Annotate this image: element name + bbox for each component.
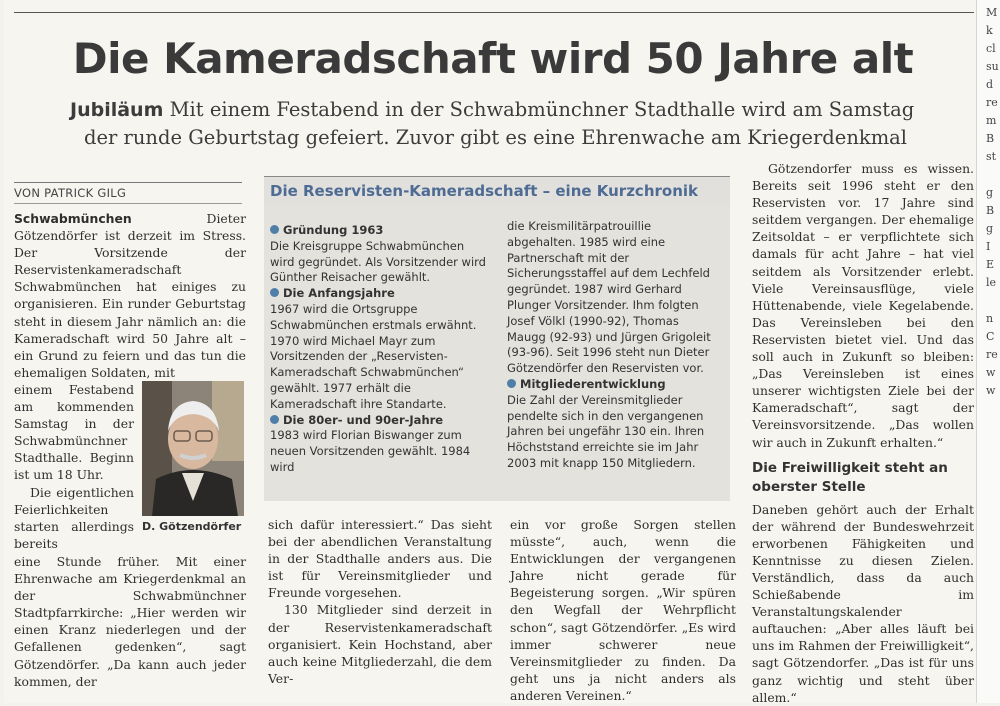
portrait-photo [142, 381, 244, 516]
article-column-1 [14, 210, 246, 381]
chronicle-right-column [507, 219, 721, 472]
chronicle-text: Die Zahl der Vereinsmitglieder pendelte sich in den vergangenen Jahren bei ungefähr 130 ein. Ihren Höchststand erreichte sie im Jahr 2003 mit knapp 150 Mitgliedern. [507, 392, 705, 470]
bullet-icon [270, 288, 279, 297]
subheadline-kicker: Jubiläum [70, 99, 164, 121]
article-column-4 [752, 160, 974, 706]
article-column-2 [268, 516, 492, 687]
bullet-icon [270, 415, 279, 424]
column-1-paragraph-1: Dieter Götzendörfer ist derzeit im Stress. Der Vorsitzende der Reservistenkameradschaft Schwabmünchen hat einiges zu organisieren. Ein runder Geburtstag steht in diesem Jahr nämlich an: die Kameradschaft wird 50 Jahre alt – ein Grund zu feiern und das tun die ehemaligen Soldaten, mit [14, 211, 246, 380]
chronicle-heading: Gründung 1963 [283, 223, 384, 237]
column-4-paragraph-2: Daneben gehört auch der Erhalt der während der Bundeswehrzeit erworbenen Fähigkeiten und Kenntnisse zu diesen Zielen. Verständlich, dass da auch Schießabende im Veranstaltungskalender auftauchen: „Aber alles läuft bei uns im Rahmen der Freiwilligkeit“, sagt Götzendorfer. „Das ist für uns ganz wichtig und steht über allem.“ [752, 501, 974, 705]
chronicle-box [264, 176, 730, 501]
article-column-3 [510, 516, 736, 704]
subheadline [70, 96, 930, 151]
column-1-paragraph-2: Die eigentlichen Feierlichkeiten starten allerdings bereits [14, 484, 134, 551]
chronicle-heading: Die Anfangsjahre [283, 286, 395, 301]
chronicle-text: 1967 wird die Ortsgruppe Schwabmünchen erstmals erwähnt. 1970 wird Michael Mayr zum Vorsitzenden der „Reservisten-Kameradschaft Schwabmünchen“ gewählt. 1977 erhält die Kameradschaft ihre Standarte. [270, 301, 477, 411]
byline: VON PATRICK GILG [14, 182, 242, 204]
chronicle-entry [507, 377, 721, 472]
bullet-icon [270, 225, 279, 234]
subheadline-line-1: Mit einem Festabend in der Schwabmünchner Stadthalle wird am Samstag [169, 98, 915, 121]
adjacent-column-text: M k cl su d re m B st g B g I E le n C re w w [986, 6, 999, 397]
chronicle-box-title: Die Reservisten-Kameradschaft – eine Kurzchronik [264, 177, 730, 205]
column-1-paragraph-2b: eine Stunde früher. Mit einer Ehrenwache am Kriegerdenkmal an der Schwabmünchner Stadtpfarrkirche: „Hier werden wir einen Kranz niederlegen und der Gefallenen gedenken“, sagt Götzendörfer. „Da kann auch jeder kommen, der [14, 554, 246, 689]
chronicle-heading: Mitgliederentwicklung [520, 376, 666, 391]
chronicle-heading: Die 80er- und 90er-Jahre [283, 412, 444, 427]
column-3-paragraph-1: ein vor große Sorgen stellen müsste“, auch, wenn die Entwicklungen der vergangenen Jahre nicht gerade für Begeisterung sorgen. „Wir spüren den Wegfall der Wehrpflicht schon“, sagt Götzendörfer. „Es wird immer schwerer neue Vereinsmitglieder zu finden. Da geht uns ja nicht anders als anderen Vereinen.“ [510, 517, 736, 703]
article-column-1-narrow [14, 381, 134, 552]
column-1-paragraph-1b: einem Festabend am kommenden Samstag in der Schwabmünchner Stadthalle. Beginn ist um 18 Uhr. [14, 382, 134, 483]
portrait-photo-graphic [142, 381, 244, 516]
column-4-paragraph-1: Götzendorfer muss es wissen. Bereits seit 1996 steht er den Reservisten vor. 17 Jahre sind seitdem vergangen. Der ehemalige Zeitsoldat – er verpflichtete sich damals für acht Jahre – hat viel seitdem als Vorsitzender erlebt. Viele Vereinsausflüge, viele Hüttenabende, viele Kegelabende. Das Vereinsleben bei den Reservisten bietet viel. Und das soll auch in Zukunft so bleiben: „Das Vereinsleben ist eines unserer wichtigsten Ziele bei der Kameradschaft“, sagt der Vereinsvorsitzende. „Das wollen wir auch in Zukunft erhalten.“ [752, 161, 974, 450]
subheadline-line-2: der runde Geburtstag gefeiert. Zuvor gibt es eine Ehrenwache am Kriegerdenkmal [84, 126, 908, 149]
chronicle-left-column [270, 223, 492, 476]
column-2-paragraph-1: sich dafür interessiert.“ Das sieht bei der abendlichen Veranstaltung in der Stadthalle anders aus. Die ist für Vereinsmitglieder und Freunde vorgesehen. [268, 517, 492, 601]
chronicle-entry [270, 413, 492, 476]
bullet-icon [507, 379, 516, 388]
chronicle-text: 1983 wird Florian Biswanger zum neuen Vorsitzenden gewählt. 1984 wird [270, 428, 471, 474]
top-rule [14, 12, 974, 13]
headline: Die Kameradschaft wird 50 Jahre alt [72, 34, 914, 83]
chronicle-text: Die Kreisgruppe Schwabmünchen wird gegründet. Als Vorsitzender wird Günther Reisacher gewählt. [270, 238, 486, 285]
chronicle-text: die Kreismilitärpatrouillie abgehalten. 1985 wird eine Partnerschaft mit der Sicherungsstaffel auf dem Lechfeld gegründet. 1987 wird Gerhard Plunger Vorsitzender. Ihm folgten Josef Völkl (1990-92), Thomas Maugg (92-93) und Jürgen Grigoleit (93-96). Seit 1996 steht nun Dieter Götzendörfer den Reservisten vor. [507, 219, 711, 376]
photo-caption: D. Götzendörfer [142, 520, 242, 533]
column-2-paragraph-2: 130 Mitglieder sind derzeit in der Reservistenkameradschaft organisiert. Kein Hochstand, aber auch keine Mitgliederzahl, die dem Ver- [268, 602, 492, 686]
article-column-1-bottom [14, 553, 246, 690]
chronicle-entry [270, 223, 492, 286]
dateline: Schwabmünchen [14, 211, 132, 226]
chronicle-entry [270, 286, 492, 412]
section-subheading: Die Freiwilligkeit steht an oberster Stelle [752, 459, 948, 495]
